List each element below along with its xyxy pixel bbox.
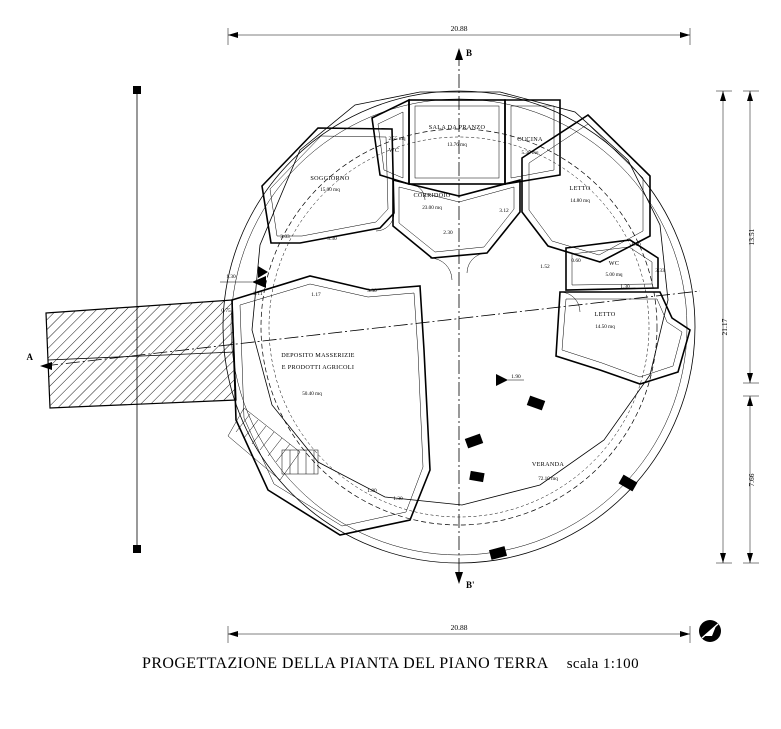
room-label-soggiorno: SOGGIORNO	[310, 175, 350, 182]
veranda-outline	[252, 92, 668, 505]
room-label-corridoio: CORRIDOIO	[413, 192, 451, 199]
dimension-bottom	[228, 623, 690, 643]
dim-top-overall: 20.88	[450, 24, 468, 33]
inner-dim-13: 3.12	[499, 208, 509, 214]
inner-dim-9: 1.30	[620, 284, 630, 290]
room-sala-da-pranzo	[409, 100, 505, 184]
inner-dim-3: 1.17	[311, 292, 321, 298]
dimension-right-overall	[716, 91, 732, 563]
caption-scale: scala 1:100	[566, 656, 639, 672]
door-swings	[376, 184, 580, 312]
caption-title: PROGETTAZIONE DELLA PIANTA DEL PIANO TERRA	[142, 655, 549, 672]
room-label-cucina: CUCINA	[517, 136, 543, 143]
inner-dim-6: 0.60	[571, 258, 581, 264]
room-area-cucina: 5.30 mq	[521, 150, 539, 156]
inner-dim-8: 1.52	[540, 264, 550, 270]
dimension-right-lower	[743, 396, 759, 563]
room-area-wc-right: 5.00 mq	[605, 272, 623, 278]
inner-dim-7: 1.30	[226, 274, 236, 280]
section-label-b: B	[466, 48, 473, 58]
room-area-corridoio: 23.00 mq	[422, 205, 442, 211]
room-label-wc-top: WC	[388, 147, 400, 154]
room-wc-right	[566, 240, 658, 290]
room-label-letto-1: LETTO	[569, 185, 591, 192]
room-area-deposito: 50.40 mq	[302, 391, 322, 397]
inner-dim-10: 1.60	[631, 242, 641, 248]
room-label-veranda: VERANDA	[531, 461, 565, 468]
inner-dim-17: 0.75	[221, 308, 231, 314]
room-soggiorno	[262, 128, 394, 243]
section-label-b-prime: B'	[466, 580, 475, 590]
room-area-letto-1: 14.80 mq	[570, 198, 590, 204]
dimension-right-upper	[743, 91, 759, 383]
north-symbol[interactable]	[699, 620, 721, 642]
inner-dim-16: 1.90	[511, 374, 521, 380]
dim-bottom-overall: 20.88	[450, 623, 468, 632]
room-area-sala: 13.76 mq	[447, 142, 467, 148]
inner-dim-11: 3.33	[655, 268, 665, 274]
room-area-wc-top: 2.55 mq	[388, 136, 406, 142]
room-wc-top	[372, 100, 409, 184]
room-area-soggiorno: 15.00 mq	[320, 187, 340, 193]
room-cucina	[505, 100, 560, 184]
access-ramp	[46, 300, 236, 408]
room-area-veranda: 72.10 mq	[538, 476, 558, 482]
section-label-a: A	[26, 352, 33, 362]
room-label-deposito: DEPOSITO MASSERIZIE	[281, 352, 355, 359]
inner-dim-15: 1.30	[393, 496, 403, 502]
dimension-top	[228, 24, 690, 45]
dim-right-overall: 21.17	[720, 318, 729, 336]
room-label-deposito-2: E PRODOTTI AGRICOLI	[281, 364, 355, 371]
inner-dim-14: 1.80	[367, 488, 377, 494]
dim-right-lower: 7.66	[747, 473, 756, 487]
room-area-letto-2: 14.50 mq	[595, 324, 615, 330]
room-label-letto-2: LETTO	[594, 311, 616, 318]
room-corridoio	[393, 180, 520, 258]
drawing-caption	[0, 655, 781, 673]
inner-dim-12: 2.30	[443, 230, 453, 236]
inner-dim-5: 3.30	[367, 288, 377, 294]
dim-right-upper: 13.51	[747, 228, 756, 246]
room-letto-2	[556, 284, 690, 384]
inner-dim-2: 3.30	[327, 236, 337, 242]
room-label-wc-right: WC	[608, 260, 620, 267]
inner-dim-4: 2.11	[253, 291, 263, 297]
room-label-sala: SALA DA PRANZO	[428, 124, 486, 131]
inner-dim-1: 3.03	[280, 234, 290, 240]
